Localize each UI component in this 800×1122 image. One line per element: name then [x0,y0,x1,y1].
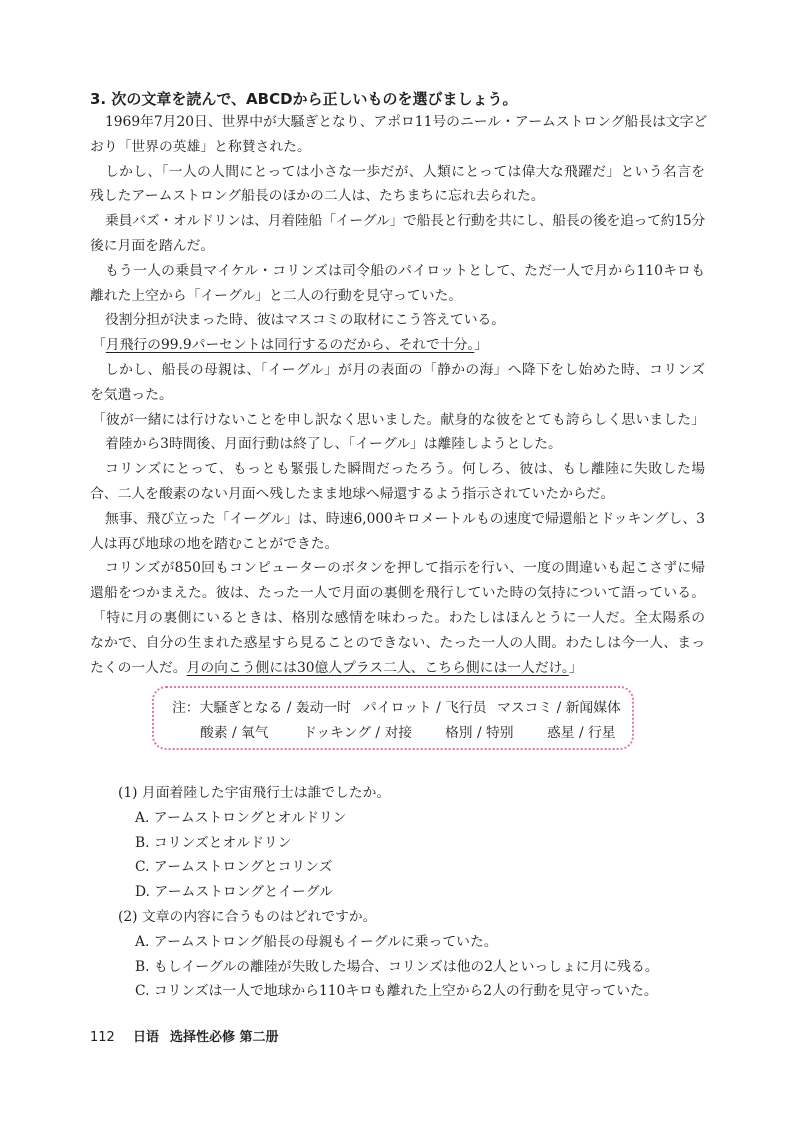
note-term: 酸素 / 氧气 [200,725,269,741]
page-footer [0,1028,800,1048]
paragraph [90,358,705,408]
passage-line: しかし、「一人の人間にとっては小さな一歩だが、人類にとっては偉大な飛躍だ」という名言を [105,163,705,180]
answer-option-b: B. コリンズとオルドリン [135,834,292,851]
passage-line: 着陸から3時間後、月面行動は終了し、「イーグル」は離陸しようとした。 [105,436,562,453]
passage-line [90,656,705,681]
note-term: ドッキング / 对接 [303,725,413,741]
paragraph [90,432,705,457]
paragraph [90,209,705,259]
passage-line: コリンズが850回もコンピューターのボタンを押して指示を行い、一度の間違いも起こさずに帰 [105,560,705,577]
note-term: パイロット / 飞行员 [363,700,487,716]
passage-line: 離れた上空から「イーグル」と二人の行動を見守っていた。 [90,287,463,304]
vocabulary-note-box [152,686,634,750]
passage-line: 合、二人を酸素のない月面へ残したまま地球へ帰還するよう指示されていたからだ。 [90,485,615,502]
passage-line: 乗員バズ・オルドリンは、月着陸船「イーグル」で船長と行動を共にし、船長の後を追って約15分 [105,213,705,230]
answer-option-b: B. もしイーグルの離陸が失敗した場合、コリンズは他の2人といっしょに月に残る。 [135,958,659,975]
passage-line: を気遣った。 [90,386,173,403]
paragraph [90,457,705,507]
note-label: 注： [172,700,200,716]
passage-line: 残したアームストロング船長のほかの二人は、たちまちに忘れ去られた。 [90,188,545,205]
paragraph [90,556,705,606]
paragraph [90,408,705,433]
passage-line: なかで、自分の生まれた惑星すら見ることのできない、たった一人の人間。わたしは今一人、まっ [90,634,705,651]
passage-line: 無事、飛び立った「イーグル」は、時速6,000キロメートルもの速度で帰還船とドッキングし、3 [105,510,705,527]
paragraph [90,259,705,309]
paragraph [90,308,705,333]
paragraph [90,606,705,680]
passage-line: 「彼が一緒には行けないことを申し訳なく思いました。献身的な彼をとても誇らしく思いました」 [92,411,705,428]
note-term: 惑星 / 行星 [547,725,616,741]
passage-line [90,333,705,358]
answer-option-c: C. アームストロングとコリンズ [135,859,333,876]
answer-option-d: D. アームストロングとイーグル [135,884,333,901]
passage-line: しかし、船長の母親は、「イーグル」が月の表面の「静かの海」へ降下をし始めた時、コリンズ [105,361,705,378]
passage-line: 還船をつかまえた。彼は、たった一人で月面の裏側を飛行していた時の気持について語っている。 [90,585,705,602]
answer-option-a: A. アームストロングとオルドリン [135,809,347,826]
passage-line: もう一人の乗員マイケル・コリンズは司令船のパイロットとして、ただ一人で月から110キロも [105,262,705,279]
note-term: 大騒ぎとなる / 轰动一时 [199,700,351,716]
passage-line: コリンズにとって、もっとも緊張した瞬間だったろう。何しろ、彼は、もし離陸に失敗した場 [105,461,705,478]
paragraph [90,333,705,358]
underlined-quote: 月の向こう側には30億人プラス二人、こちら側には一人だけ。 [186,659,569,676]
passage-line: 1969年7月20日、世界中が大騒ぎとなり、アポロ11号のニール・アームストロング船長は文字ど [105,114,708,130]
question-list [118,781,718,1004]
answer-option-c: C. コリンズは一人で地球から110キロも離れた上空から2人の行動を見守っていた。 [135,983,658,1000]
question-prompt: (1) 月面着陸した宇宙飛行士は誰でしたか。 [118,785,391,801]
quote-close: 」 [568,659,583,676]
note-term: 格別 / 特别 [445,725,514,741]
underlined-quote: 月飛行の99.9パーセントは同行するのだから、それで十分。 [105,337,475,354]
book-title: 日语 [133,1030,160,1045]
page-number: 112 [90,1030,115,1045]
paragraph [90,110,708,160]
reading-passage [90,110,708,680]
line-lead-text: たくの一人だ。 [90,659,187,676]
exercise-heading: 3. 次の文章を読んで、ABCDから正しいものを選びましょう。 [90,90,518,108]
answer-option-a: A. アームストロング船長の母親もイーグルに乗っていた。 [135,933,498,950]
paragraph [90,507,705,557]
passage-line: おり「世界の英雄」と称賛された。 [90,138,311,155]
volume-title: 选择性必修 第二册 [170,1030,279,1045]
question-prompt: (2) 文章の内容に合うものはどれですか。 [118,908,377,925]
question-2 [118,905,718,1004]
note-entry [172,696,351,720]
passage-line: 「特に月の裏側にいるときは、格別な感情を味わった。わたしはほんとうに一人だ。全太陽系の [92,609,705,626]
quote-close: 」 [474,337,489,354]
note-term: マスコミ / 新闻媒体 [497,700,621,716]
passage-line: 後に月面を踏んだ。 [90,237,215,254]
passage-line: 人は再び地球の地を踏むことができた。 [90,535,339,552]
quote-open: 「 [92,337,106,354]
passage-line: 役割分担が決まった時、彼はマスコミの取材にこう答えている。 [105,312,506,329]
question-1 [118,781,718,905]
paragraph [90,160,705,210]
